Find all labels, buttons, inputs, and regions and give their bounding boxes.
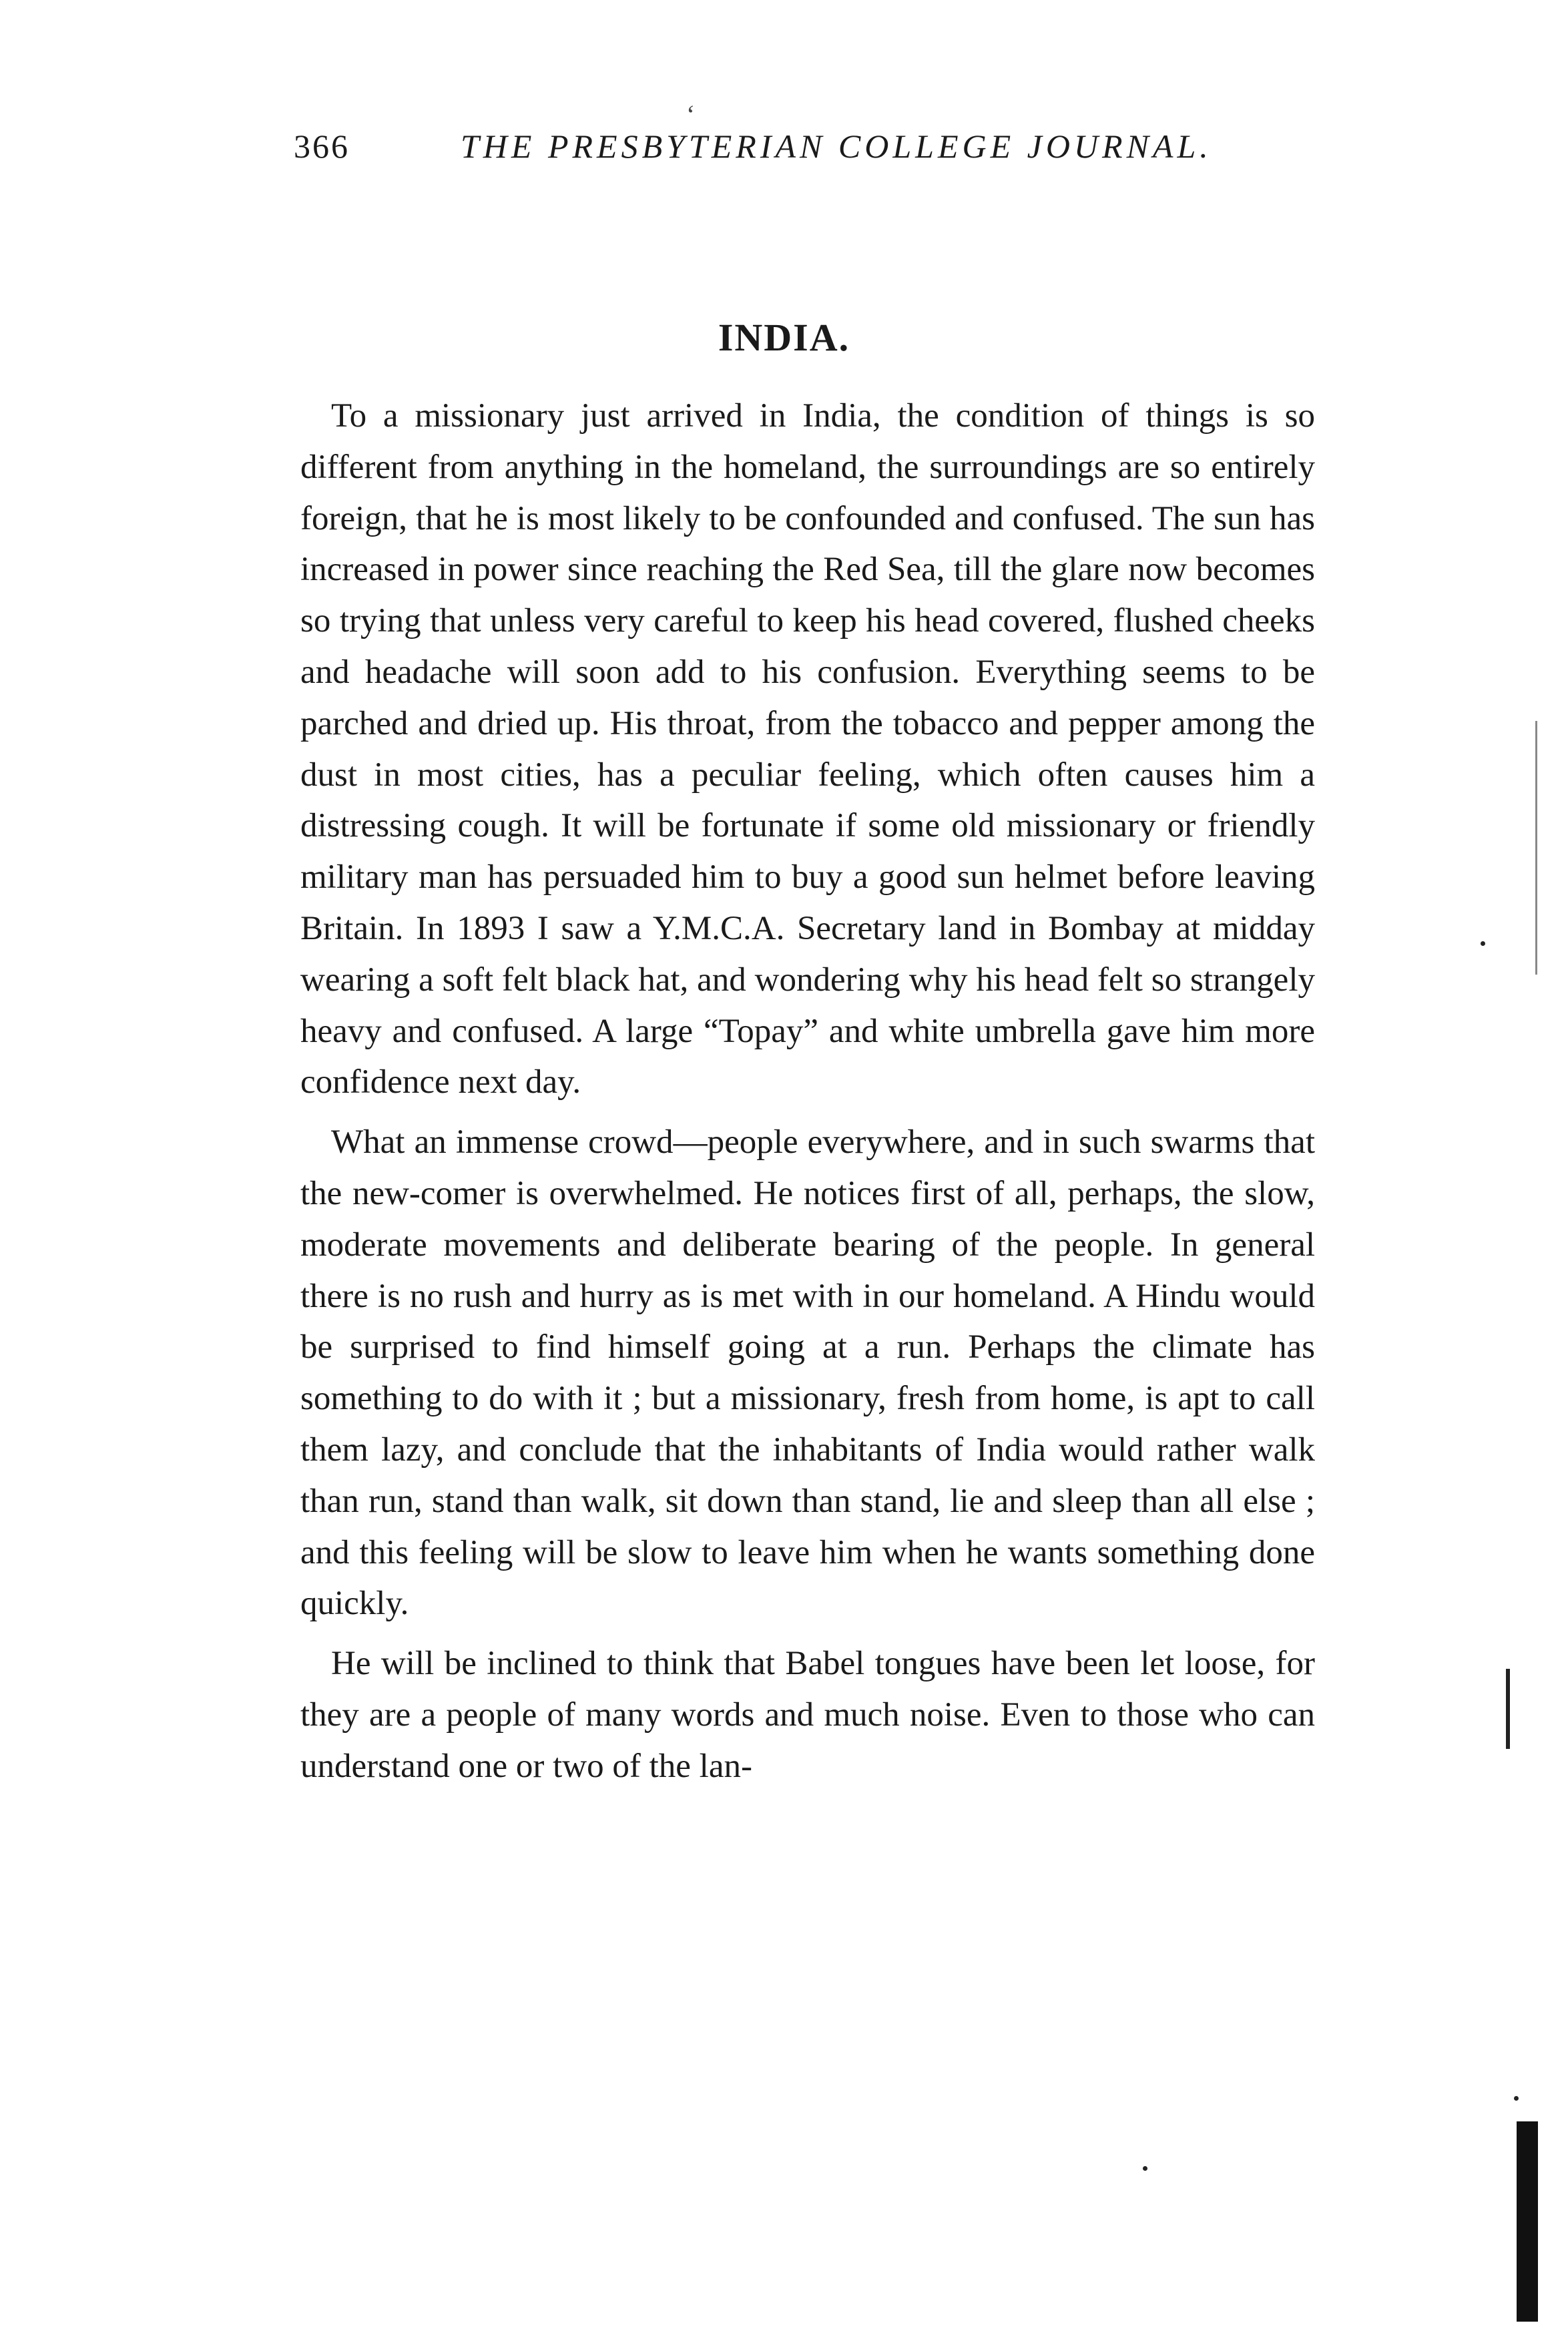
scan-margin-mark <box>1506 1669 1510 1749</box>
article-body <box>300 391 1315 1792</box>
scan-speck <box>1481 941 1485 946</box>
paragraph: To a missionary just arrived in India, the condition of things is so different from anything in the homeland, the surroundings are so entirely foreign, that he is most likely to be confounded and confused. The sun has increased in power since reaching the Red Sea, till the glare now becomes so trying that unless very careful to keep his head covered, flushed cheeks and headache will soon add to his confusion. Everything seems to be parched and dried up. His throat, from the tobacco and pepper among the dust in most cities, has a peculiar feeling, which often causes him a distressing cough. It will be fortunate if some old missionary or friendly military man has persuaded him to buy a good sun helmet before leaving Britain. In 1893 I saw a Y.M.C.A. Secretary land in Bombay at midday wearing a soft felt black hat, and wondering why his head felt so strangely heavy and confused. A large “Topay” and white umbrella gave him more confidence next day. <box>300 397 1315 1101</box>
paragraph: He will be inclined to think that Babel tongues have been let loose, for they are a people of many words and much noise. Even to those who can understand one or two of the lan- <box>300 1645 1315 1785</box>
article-title: INDIA. <box>718 316 850 359</box>
scan-edge-line <box>1535 721 1537 975</box>
journal-title: THE PRESBYTERIAN COLLEGE JOURNAL. <box>461 127 1212 165</box>
paragraph: What an immense crowd—people everywhere, and in such swarms that the new-comer is overwhelmed. He notices first of all, perhaps, the slow, moderate movements and deliberate bearing of the people. In general there is no rush and hurry as is met with in our homeland. A Hindu would be surprised to find himself going at a run. Perhaps the climate has something to do with it ; but a missionary, fresh from home, is apt to call them lazy, and conclude that the inhabitants of India would rather walk than run, stand than walk, sit down than stand, lie and sleep than all else ; and this feeling will be slow to leave him when he wants something done quickly. <box>300 1123 1315 1623</box>
scan-speck <box>1514 2096 1519 2101</box>
scan-margin-bar <box>1517 2121 1538 2322</box>
page-number: 366 <box>294 127 350 165</box>
ink-tick-mark: ‘ <box>686 99 696 129</box>
scan-speck <box>1143 2166 1147 2171</box>
running-head <box>294 127 1308 180</box>
